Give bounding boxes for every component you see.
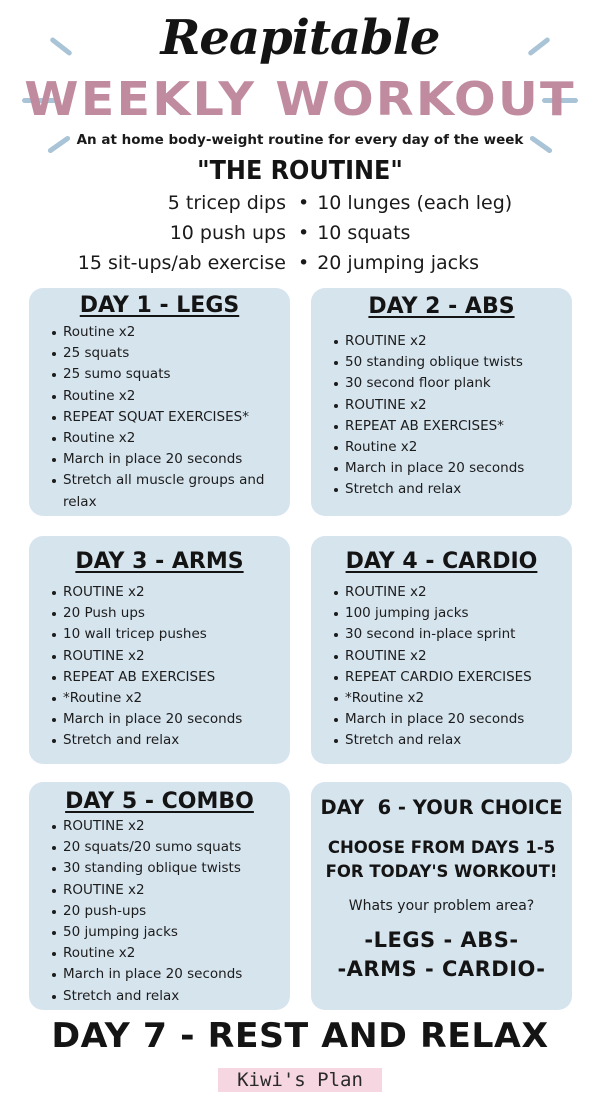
day-4-card [311, 536, 572, 764]
day-3-title: DAY 3 - ARMS [75, 549, 244, 574]
routine-item: • 10 squats [298, 218, 512, 248]
list-item: ROUTINE x2 [311, 331, 572, 352]
day-4-list [311, 582, 572, 752]
list-item: Stretch all muscle groups and relax [29, 470, 290, 512]
list-item: 25 sumo squats [29, 364, 290, 385]
routine-item: 5 tricep dips [167, 192, 286, 214]
list-item: ROUTINE x2 [311, 646, 572, 667]
list-item: REPEAT SQUAT EXERCISES* [29, 407, 290, 428]
brand-label: Kiwi's Plan [218, 1068, 382, 1092]
list-item: REPEAT CARDIO EXERCISES [311, 667, 572, 688]
routine-heading: "THE ROUTINE" [197, 156, 403, 186]
list-item: ROUTINE x2 [29, 582, 290, 603]
list-item: Routine x2 [29, 386, 290, 407]
day-7-title: DAY 7 - REST AND RELAX [51, 1016, 549, 1056]
day-1-card [29, 288, 290, 516]
list-item: March in place 20 seconds [29, 964, 290, 985]
list-item: ROUTINE x2 [29, 646, 290, 667]
subtitle: An at home body-weight routine for every day of the week [76, 132, 524, 148]
day-5-card [29, 782, 290, 1010]
day-5-list [29, 816, 290, 1007]
list-item: 10 wall tricep pushes [29, 624, 290, 645]
list-item: ROUTINE x2 [29, 816, 290, 837]
list-item: March in place 20 seconds [29, 449, 290, 470]
list-item: 100 jumping jacks [311, 603, 572, 624]
day-2-title: DAY 2 - ABS [368, 294, 515, 319]
day-1-title: DAY 1 - LEGS [79, 293, 240, 318]
day-6-instruction-line: CHOOSE FROM DAYS 1-5 [327, 838, 556, 857]
list-item: Routine x2 [29, 943, 290, 964]
list-item: 30 second floor plank [311, 373, 572, 394]
list-item: ROUTINE x2 [29, 880, 290, 901]
day-6-instruction-line: FOR TODAY'S WORKOUT! [325, 862, 558, 881]
day-6-areas-line: -ARMS - CARDIO- [337, 957, 546, 981]
routine-left-column [78, 188, 286, 278]
list-item: Stretch and relax [311, 479, 572, 500]
day-5-title: DAY 5 - COMBO [65, 789, 254, 814]
day-1-list [29, 322, 290, 513]
day-2-card [311, 288, 572, 516]
list-item: Stretch and relax [29, 730, 290, 751]
day-6-title: DAY 6 - YOUR CHOICE [320, 796, 563, 819]
list-item: 20 squats/20 sumo squats [29, 837, 290, 858]
list-item: Stretch and relax [29, 986, 290, 1007]
routine-item: • 20 jumping jacks [298, 248, 512, 278]
list-item: 20 Push ups [29, 603, 290, 624]
day-6-instruction [311, 836, 572, 884]
list-item: REPEAT AB EXERCISES* [311, 416, 572, 437]
list-item: ROUTINE x2 [311, 395, 572, 416]
list-item: 50 standing oblique twists [311, 352, 572, 373]
routine-item: 10 push ups [169, 222, 286, 244]
day-3-list [29, 582, 290, 752]
list-item: March in place 20 seconds [311, 458, 572, 479]
day-3-card [29, 536, 290, 764]
list-item: *Routine x2 [29, 688, 290, 709]
list-item: Routine x2 [311, 437, 572, 458]
day-6-areas-line: -LEGS - ABS- [364, 928, 519, 952]
list-item: Routine x2 [29, 322, 290, 343]
list-item: 30 standing oblique twists [29, 858, 290, 879]
list-item: *Routine x2 [311, 688, 572, 709]
list-item: ROUTINE x2 [311, 582, 572, 603]
list-item: March in place 20 seconds [311, 709, 572, 730]
list-item: Stretch and relax [311, 730, 572, 751]
list-item: 25 squats [29, 343, 290, 364]
main-title: WEEKLY WORKOUT [24, 72, 576, 126]
day-6-card [311, 782, 572, 1010]
day-6-question: Whats your problem area? [348, 898, 535, 914]
list-item: 30 second in-place sprint [311, 624, 572, 645]
day-4-title: DAY 4 - CARDIO [345, 549, 538, 574]
routine-item: 15 sit-ups/ab exercise [77, 252, 286, 274]
script-title: Reapitable [160, 10, 440, 66]
list-item: REPEAT AB EXERCISES [29, 667, 290, 688]
routine-item: • 10 lunges (each leg) [298, 188, 512, 218]
routine-right-column [298, 188, 512, 278]
list-item: 20 push-ups [29, 901, 290, 922]
day-2-list [311, 331, 572, 501]
day-6-areas [311, 926, 572, 984]
list-item: Routine x2 [29, 428, 290, 449]
list-item: 50 jumping jacks [29, 922, 290, 943]
list-item: March in place 20 seconds [29, 709, 290, 730]
